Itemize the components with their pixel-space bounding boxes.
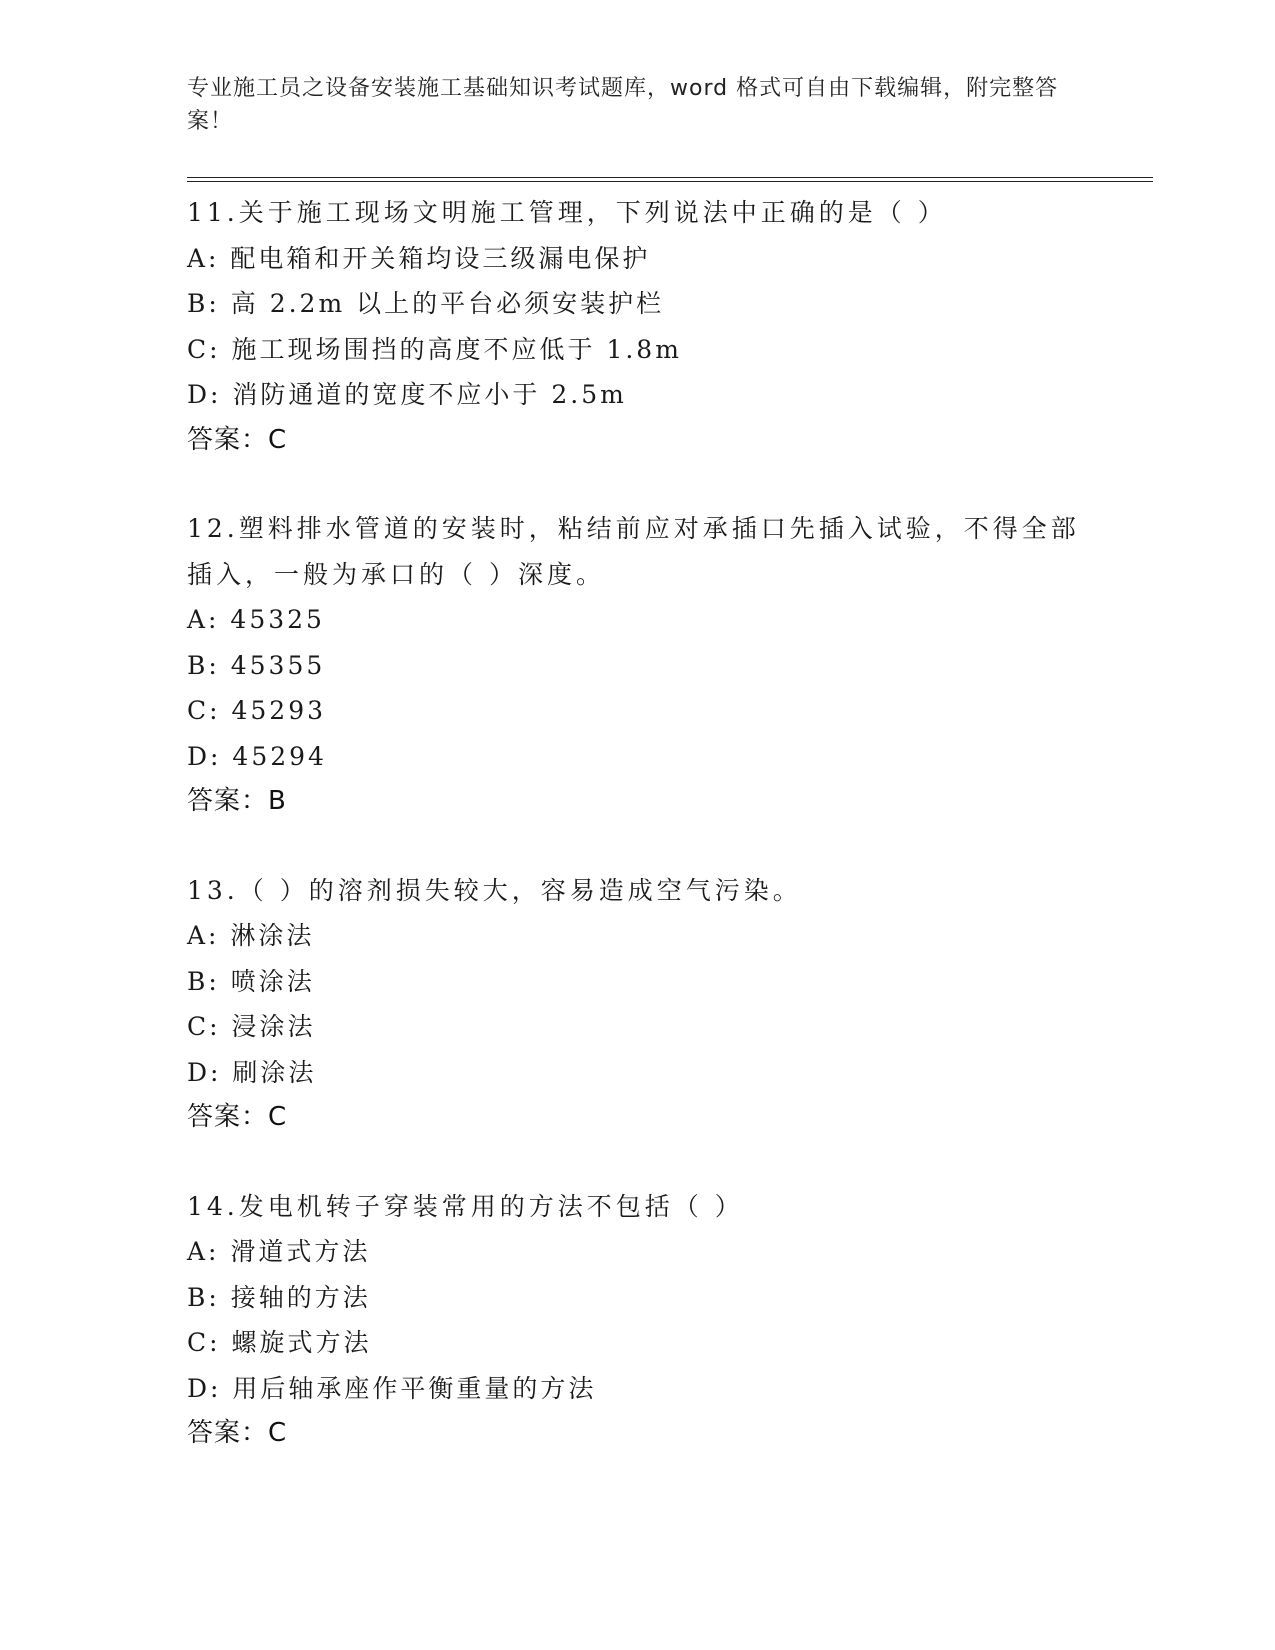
- option-c: C: 浸涂法: [187, 1012, 316, 1041]
- option-d: D: 用后轴承座作平衡重量的方法: [187, 1373, 597, 1403]
- question-stem: 12.塑料排水管道的安装时，粘结前应对承插口先插入试验，不得全部插入，一般为承口的（ ）深度。: [187, 514, 1080, 589]
- option-c: C: 螺旋式方法: [187, 1328, 372, 1357]
- question-stem: 14.发电机转子穿装常用的方法不包括（ ）: [187, 1191, 744, 1221]
- answer-label: 答案：C: [187, 1102, 288, 1132]
- question-stem: 13.（ ）的溶剂损失较大，容易造成空气污染。: [187, 875, 802, 905]
- option-c: C: 施工现场围挡的高度不应低于 1.8m: [187, 334, 682, 364]
- option-b: B: 接轴的方法: [187, 1282, 371, 1312]
- option-d: D: 消防通道的宽度不应小于 2.5m: [187, 380, 627, 409]
- question-12: [187, 506, 1107, 825]
- option-b: B: 45355: [187, 650, 326, 680]
- option-a: A: 45325: [187, 605, 325, 634]
- option-b: B: 高 2.2m 以上的平台必须安装护栏: [187, 289, 665, 318]
- answer-label: 答案：C: [187, 1418, 288, 1448]
- question-13: [187, 868, 1107, 1141]
- option-a: A: 滑道式方法: [187, 1237, 371, 1266]
- option-a: A: 配电箱和开关箱均设三级漏电保护: [187, 243, 651, 273]
- question-14: [187, 1184, 1107, 1457]
- question-11: [187, 190, 1107, 463]
- question-stem: 11.关于施工现场文明施工管理，下列说法中正确的是（ ）: [187, 198, 947, 227]
- answer-label: 答案：B: [187, 786, 287, 816]
- document-header: 专业施工员之设备安装施工基础知识考试题库，word 格式可自由下载编辑，附完整答案！: [187, 76, 1059, 134]
- option-b: B: 喷涂法: [187, 966, 315, 996]
- option-a: A: 淋涂法: [187, 921, 315, 950]
- option-d: D: 45294: [187, 741, 327, 771]
- answer-label: 答案：C: [187, 424, 288, 455]
- question-list: [187, 190, 1107, 1457]
- option-d: D: 刷涂法: [187, 1057, 317, 1087]
- option-c: C: 45293: [187, 696, 327, 725]
- header-divider: [187, 177, 1153, 182]
